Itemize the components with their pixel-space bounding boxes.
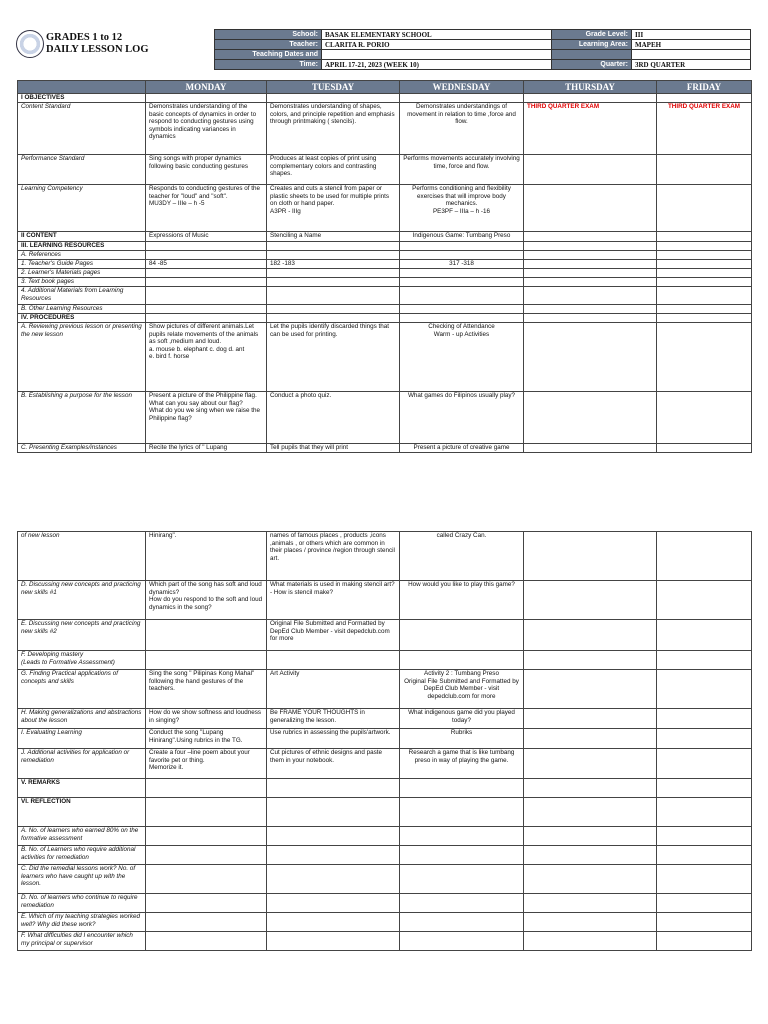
cell-wednesday — [400, 779, 524, 798]
cell-tuesday — [267, 287, 400, 305]
cell-wednesday — [400, 846, 524, 865]
table-row — [18, 269, 752, 278]
cell-thursday — [524, 287, 657, 305]
info-label: Grade Level: — [552, 30, 632, 40]
cell-thursday — [524, 323, 657, 392]
row-label: A. No. of learners who earned 80% on the formative assessment — [18, 827, 146, 846]
cell-friday — [657, 651, 752, 670]
cell-thursday — [524, 846, 657, 865]
table-row — [18, 670, 752, 709]
info-row — [215, 60, 751, 70]
row-label: of new lesson — [18, 532, 146, 581]
cell-tuesday — [267, 251, 400, 260]
cell-wednesday: Checking of Attendance Warm - up Activities — [400, 323, 524, 392]
cell-monday — [146, 846, 267, 865]
day-header-thursday: THURSDAY — [524, 81, 657, 94]
row-label: Learning Competency — [18, 185, 146, 232]
cell-thursday — [524, 155, 657, 185]
cell-thursday — [524, 779, 657, 798]
row-label: V. REMARKS — [18, 779, 146, 798]
cell-monday: Responds to conducting gestures of the teacher for "loud" and "soft". MU3DY – IIIe – h -5 — [146, 185, 267, 232]
cell-wednesday — [400, 932, 524, 951]
row-label: A. References — [18, 251, 146, 260]
cell-wednesday: called Crazy Can. — [400, 532, 524, 581]
cell-thursday — [524, 798, 657, 827]
table-row — [18, 846, 752, 865]
cell-friday — [657, 581, 752, 620]
cell-thursday — [524, 232, 657, 242]
cell-tuesday — [267, 798, 400, 827]
info-value: 3RD QUARTER — [632, 60, 751, 70]
cell-thursday: THIRD QUARTER EXAM — [524, 103, 657, 155]
row-label: J. Additional activities for application or remediation — [18, 749, 146, 779]
cell-wednesday: Performs conditioning and flexibility exercises that will improve body mechanics. PE3PF – IIIa – h -16 — [400, 185, 524, 232]
row-label: 2. Learner's Materials pages — [18, 269, 146, 278]
cell-wednesday — [400, 251, 524, 260]
row-label: B. Establishing a purpose for the lesson — [18, 392, 146, 444]
cell-tuesday: Art Activity — [267, 670, 400, 709]
cell-wednesday — [400, 827, 524, 846]
table-row — [18, 620, 752, 651]
cell-tuesday: Be FRAME YOUR THOUGHTS in generalizing the lesson. — [267, 709, 400, 729]
cell-thursday — [524, 581, 657, 620]
cell-wednesday: Present a picture of creative game — [400, 444, 524, 453]
cell-wednesday — [400, 798, 524, 827]
cell-tuesday: Cut pictures of ethnic designs and paste them in your notebook. — [267, 749, 400, 779]
row-label: VI. REFLECTION — [18, 798, 146, 827]
table-row — [18, 932, 752, 951]
cell-wednesday — [400, 287, 524, 305]
cell-tuesday — [267, 932, 400, 951]
day-header-monday: MONDAY — [146, 81, 267, 94]
cell-wednesday — [400, 913, 524, 932]
document-title — [46, 32, 149, 56]
info-value: BASAK ELEMENTARY SCHOOL — [322, 30, 552, 40]
cell-tuesday — [267, 314, 400, 323]
info-row — [215, 50, 751, 60]
cell-wednesday: Indigenous Game: Tumbang Preso — [400, 232, 524, 242]
cell-wednesday: What indigenous game did you played today? — [400, 709, 524, 729]
cell-thursday — [524, 278, 657, 287]
table-row — [18, 651, 752, 670]
cell-monday: Sing the song " Pilipinas Kong Mahal" following the hand gestures of the teachers. — [146, 670, 267, 709]
table-row — [18, 260, 752, 269]
cell-wednesday — [400, 94, 524, 103]
cell-wednesday — [400, 278, 524, 287]
cell-wednesday — [400, 620, 524, 651]
row-label: A. Reviewing previous lesson or presenting the new lesson — [18, 323, 146, 392]
cell-thursday — [524, 620, 657, 651]
day-header-wednesday: WEDNESDAY — [400, 81, 524, 94]
row-label: II CONTENT — [18, 232, 146, 242]
cell-thursday — [524, 827, 657, 846]
row-label: Content Standard — [18, 103, 146, 155]
cell-thursday — [524, 242, 657, 251]
cell-monday — [146, 894, 267, 913]
row-label: Performance Standard — [18, 155, 146, 185]
cell-monday: Recite the lyrics of " Lupang — [146, 444, 267, 453]
cell-monday: Demonstrates understanding of the basic concepts of dynamics in order to respond to conducting gestures using symbols indicating variances in dynamics — [146, 103, 267, 155]
cell-thursday — [524, 749, 657, 779]
row-label: I. Evaluating Learning — [18, 729, 146, 749]
cell-friday — [657, 620, 752, 651]
cell-monday: 84 -85 — [146, 260, 267, 269]
cell-friday — [657, 532, 752, 581]
cell-friday — [657, 749, 752, 779]
cell-friday — [657, 251, 752, 260]
table-row — [18, 865, 752, 894]
cell-monday — [146, 779, 267, 798]
cell-monday: Which part of the song has soft and loud dynamics? How do you respond to the soft and loud dynamics in the song? — [146, 581, 267, 620]
cell-tuesday — [267, 894, 400, 913]
table-row — [18, 242, 752, 251]
cell-tuesday — [267, 846, 400, 865]
table-row — [18, 749, 752, 779]
row-label: C. Presenting Examples/instances — [18, 444, 146, 453]
cell-monday: Sing songs with proper dynamics following basic conducting gestures — [146, 155, 267, 185]
cell-tuesday — [267, 827, 400, 846]
cell-monday — [146, 827, 267, 846]
table-row — [18, 287, 752, 305]
cell-tuesday: Creates and cuts a stencil from paper or plastic sheets to be used for multiple prints on cloth or hand paper. A3PR - IIIg — [267, 185, 400, 232]
cell-tuesday — [267, 269, 400, 278]
info-label: Learning Area: — [552, 40, 632, 50]
table-row — [18, 232, 752, 242]
cell-thursday — [524, 532, 657, 581]
cell-monday — [146, 94, 267, 103]
cell-thursday — [524, 269, 657, 278]
cell-friday — [657, 444, 752, 453]
cell-friday — [657, 913, 752, 932]
info-label: Time: — [215, 60, 322, 70]
cell-wednesday — [400, 242, 524, 251]
table-row — [18, 827, 752, 846]
info-row — [215, 30, 751, 40]
cell-wednesday — [400, 894, 524, 913]
cell-monday — [146, 278, 267, 287]
table-row — [18, 798, 752, 827]
row-label: G. Finding Practical applications of concepts and skills — [18, 670, 146, 709]
cell-wednesday — [400, 269, 524, 278]
cell-tuesday — [267, 94, 400, 103]
row-label: IV. PROCEDURES — [18, 314, 146, 323]
cell-wednesday — [400, 314, 524, 323]
cell-friday — [657, 314, 752, 323]
info-label: Teaching Dates and — [215, 50, 322, 60]
title-line-2: DAILY LESSON LOG — [46, 44, 149, 55]
row-label: 4. Additional Materials from Learning Resources — [18, 287, 146, 305]
cell-monday: Hinirang". — [146, 532, 267, 581]
cell-wednesday — [400, 305, 524, 314]
cell-friday — [657, 846, 752, 865]
cell-tuesday: 182 -183 — [267, 260, 400, 269]
row-label: B. Other Learning Resources — [18, 305, 146, 314]
cell-monday: Expressions of Music — [146, 232, 267, 242]
row-label: E. Which of my teaching strategies worked well? Why did these work? — [18, 913, 146, 932]
cell-friday — [657, 278, 752, 287]
info-value: CLARITA R. PORIO — [322, 40, 552, 50]
table-row — [18, 913, 752, 932]
cell-tuesday — [267, 242, 400, 251]
cell-wednesday — [400, 865, 524, 894]
table-row — [18, 305, 752, 314]
cell-wednesday: How would you like to play this game? — [400, 581, 524, 620]
cell-wednesday: 317 -318 — [400, 260, 524, 269]
table-row — [18, 278, 752, 287]
cell-wednesday — [400, 651, 524, 670]
cell-thursday — [524, 444, 657, 453]
cell-tuesday: Stenciling a Name — [267, 232, 400, 242]
cell-tuesday — [267, 278, 400, 287]
table-row — [18, 444, 752, 453]
cell-friday — [657, 94, 752, 103]
row-label: C. Did the remedial lessons work? No. of learners who have caught up with the lesson. — [18, 865, 146, 894]
lesson-log-table-page-1 — [17, 80, 752, 453]
cell-tuesday: names of famous places , products ,icons ,animals , or others which are common in their places / province /region through stencil art. — [267, 532, 400, 581]
title-line-1: GRADES 1 to 12 — [46, 32, 123, 43]
table-row — [18, 155, 752, 185]
cell-monday: Create a four –line poem about your favorite pet or thing. Memorize it. — [146, 749, 267, 779]
day-header-row — [18, 81, 752, 94]
row-label: B. No. of Learners who require additional activities for remediation — [18, 846, 146, 865]
cell-friday — [657, 305, 752, 314]
cell-thursday — [524, 670, 657, 709]
table-row — [18, 392, 752, 444]
cell-monday: How do we show softness and loudness in singing? — [146, 709, 267, 729]
cell-tuesday: Tell pupils that they will print — [267, 444, 400, 453]
cell-friday — [657, 798, 752, 827]
row-label: 1. Teacher's Guide Pages — [18, 260, 146, 269]
cell-tuesday: Produces at least copies of print using complementary colors and contrasting shapes. — [267, 155, 400, 185]
row-label: D. No. of learners who continue to require remediation — [18, 894, 146, 913]
cell-wednesday: Activity 2 : Tumbang Preso Original File Submitted and Formatted by DepEd Club Member - visit depedclub.com for more — [400, 670, 524, 709]
cell-tuesday — [267, 779, 400, 798]
cell-friday — [657, 709, 752, 729]
cell-monday — [146, 620, 267, 651]
cell-thursday — [524, 314, 657, 323]
table-row — [18, 709, 752, 729]
cell-tuesday: What materials is used in making stencil art? - How is stencil make? — [267, 581, 400, 620]
info-value: MAPEH — [632, 40, 751, 50]
row-label: F. What difficulties did I encounter which my principal or supervisor — [18, 932, 146, 951]
row-label: E. Discussing new concepts and practicing new skills #2 — [18, 620, 146, 651]
cell-thursday — [524, 185, 657, 232]
cell-thursday — [524, 94, 657, 103]
cell-tuesday — [267, 305, 400, 314]
info-value — [632, 50, 751, 60]
cell-friday — [657, 287, 752, 305]
cell-friday — [657, 269, 752, 278]
cell-tuesday: Conduct a photo quiz. — [267, 392, 400, 444]
cell-monday — [146, 242, 267, 251]
row-label: I OBJECTIVES — [18, 94, 146, 103]
cell-tuesday: Use rubrics in assessing the pupils'artwork. — [267, 729, 400, 749]
cell-monday — [146, 287, 267, 305]
info-value — [322, 50, 552, 60]
cell-wednesday: What games do Filipinos usually play? — [400, 392, 524, 444]
cell-thursday — [524, 865, 657, 894]
table-row — [18, 103, 752, 155]
info-label — [552, 50, 632, 60]
info-value: APRIL 17-21, 2023 (WEEK 10) — [322, 60, 552, 70]
info-value: III — [632, 30, 751, 40]
info-label: Teacher: — [215, 40, 322, 50]
cell-wednesday: Rubriks — [400, 729, 524, 749]
cell-friday — [657, 392, 752, 444]
cell-thursday — [524, 251, 657, 260]
table-row — [18, 581, 752, 620]
cell-monday — [146, 865, 267, 894]
cell-thursday — [524, 392, 657, 444]
table-row — [18, 532, 752, 581]
row-label: F. Developing mastery (Leads to Formative Assessment) — [18, 651, 146, 670]
cell-tuesday — [267, 913, 400, 932]
day-header-tuesday: TUESDAY — [267, 81, 400, 94]
cell-monday — [146, 269, 267, 278]
cell-monday — [146, 314, 267, 323]
info-label: Quarter: — [552, 60, 632, 70]
cell-tuesday — [267, 651, 400, 670]
row-label: H. Making generalizations and abstractions about the lesson — [18, 709, 146, 729]
table-row — [18, 779, 752, 798]
cell-thursday — [524, 651, 657, 670]
cell-friday — [657, 260, 752, 269]
cell-monday — [146, 913, 267, 932]
cell-friday — [657, 894, 752, 913]
row-label: 3. Text book pages — [18, 278, 146, 287]
cell-friday — [657, 729, 752, 749]
table-row — [18, 729, 752, 749]
lesson-log-table-page-2 — [17, 531, 752, 951]
cell-friday — [657, 670, 752, 709]
cell-monday — [146, 651, 267, 670]
cell-friday — [657, 827, 752, 846]
day-header-friday: FRIDAY — [657, 81, 752, 94]
cell-monday: Conduct the song "Lupang Hinirang".Using rubrics in the TG. — [146, 729, 267, 749]
table-row — [18, 185, 752, 232]
cell-wednesday: Demonstrates understandings of movement in relation to time ,force and flow. — [400, 103, 524, 155]
cell-monday — [146, 932, 267, 951]
cell-monday: Show pictures of different animals.Let pupils relate movements of the animals as soft ,medium and loud. a. mouse b. elephant c. dog d. ant e. bird f. horse — [146, 323, 267, 392]
cell-wednesday: Performs movements accurately involving time, force and flow. — [400, 155, 524, 185]
cell-friday — [657, 242, 752, 251]
cell-thursday — [524, 729, 657, 749]
cell-monday: Present a picture of the Philippine flag. What can you say about our flag? What do you we sing when we raise the Philippine flag? — [146, 392, 267, 444]
cell-monday — [146, 305, 267, 314]
cell-thursday — [524, 913, 657, 932]
cell-thursday — [524, 932, 657, 951]
row-label: III. LEARNING RESOURCES — [18, 242, 146, 251]
cell-monday — [146, 798, 267, 827]
cell-tuesday: Let the pupils identify discarded things that can be used for printing. — [267, 323, 400, 392]
cell-thursday — [524, 709, 657, 729]
table-row — [18, 94, 752, 103]
table-row — [18, 314, 752, 323]
cell-friday — [657, 232, 752, 242]
cell-wednesday: Research a game that is like tumbang preso in way of playing the game. — [400, 749, 524, 779]
cell-tuesday — [267, 865, 400, 894]
cell-monday — [146, 251, 267, 260]
header-blank-cell — [18, 81, 146, 94]
info-label: School: — [215, 30, 322, 40]
info-row — [215, 40, 751, 50]
cell-friday: THIRD QUARTER EXAM — [657, 103, 752, 155]
deped-seal-icon — [16, 30, 44, 58]
cell-friday — [657, 185, 752, 232]
cell-thursday — [524, 894, 657, 913]
table-row — [18, 251, 752, 260]
cell-tuesday: Demonstrates understanding of shapes, colors, and principle repetition and emphasis through printmaking ( stencils). — [267, 103, 400, 155]
cell-friday — [657, 865, 752, 894]
cell-friday — [657, 155, 752, 185]
row-label: D. Discussing new concepts and practicing new skills #1 — [18, 581, 146, 620]
cell-thursday — [524, 260, 657, 269]
cell-tuesday: Original File Submitted and Formatted by DepEd Club Member - visit depedclub.com for more — [267, 620, 400, 651]
table-row — [18, 323, 752, 392]
table-row — [18, 894, 752, 913]
school-info-table — [214, 29, 751, 70]
cell-thursday — [524, 305, 657, 314]
cell-friday — [657, 779, 752, 798]
cell-friday — [657, 932, 752, 951]
cell-friday — [657, 323, 752, 392]
